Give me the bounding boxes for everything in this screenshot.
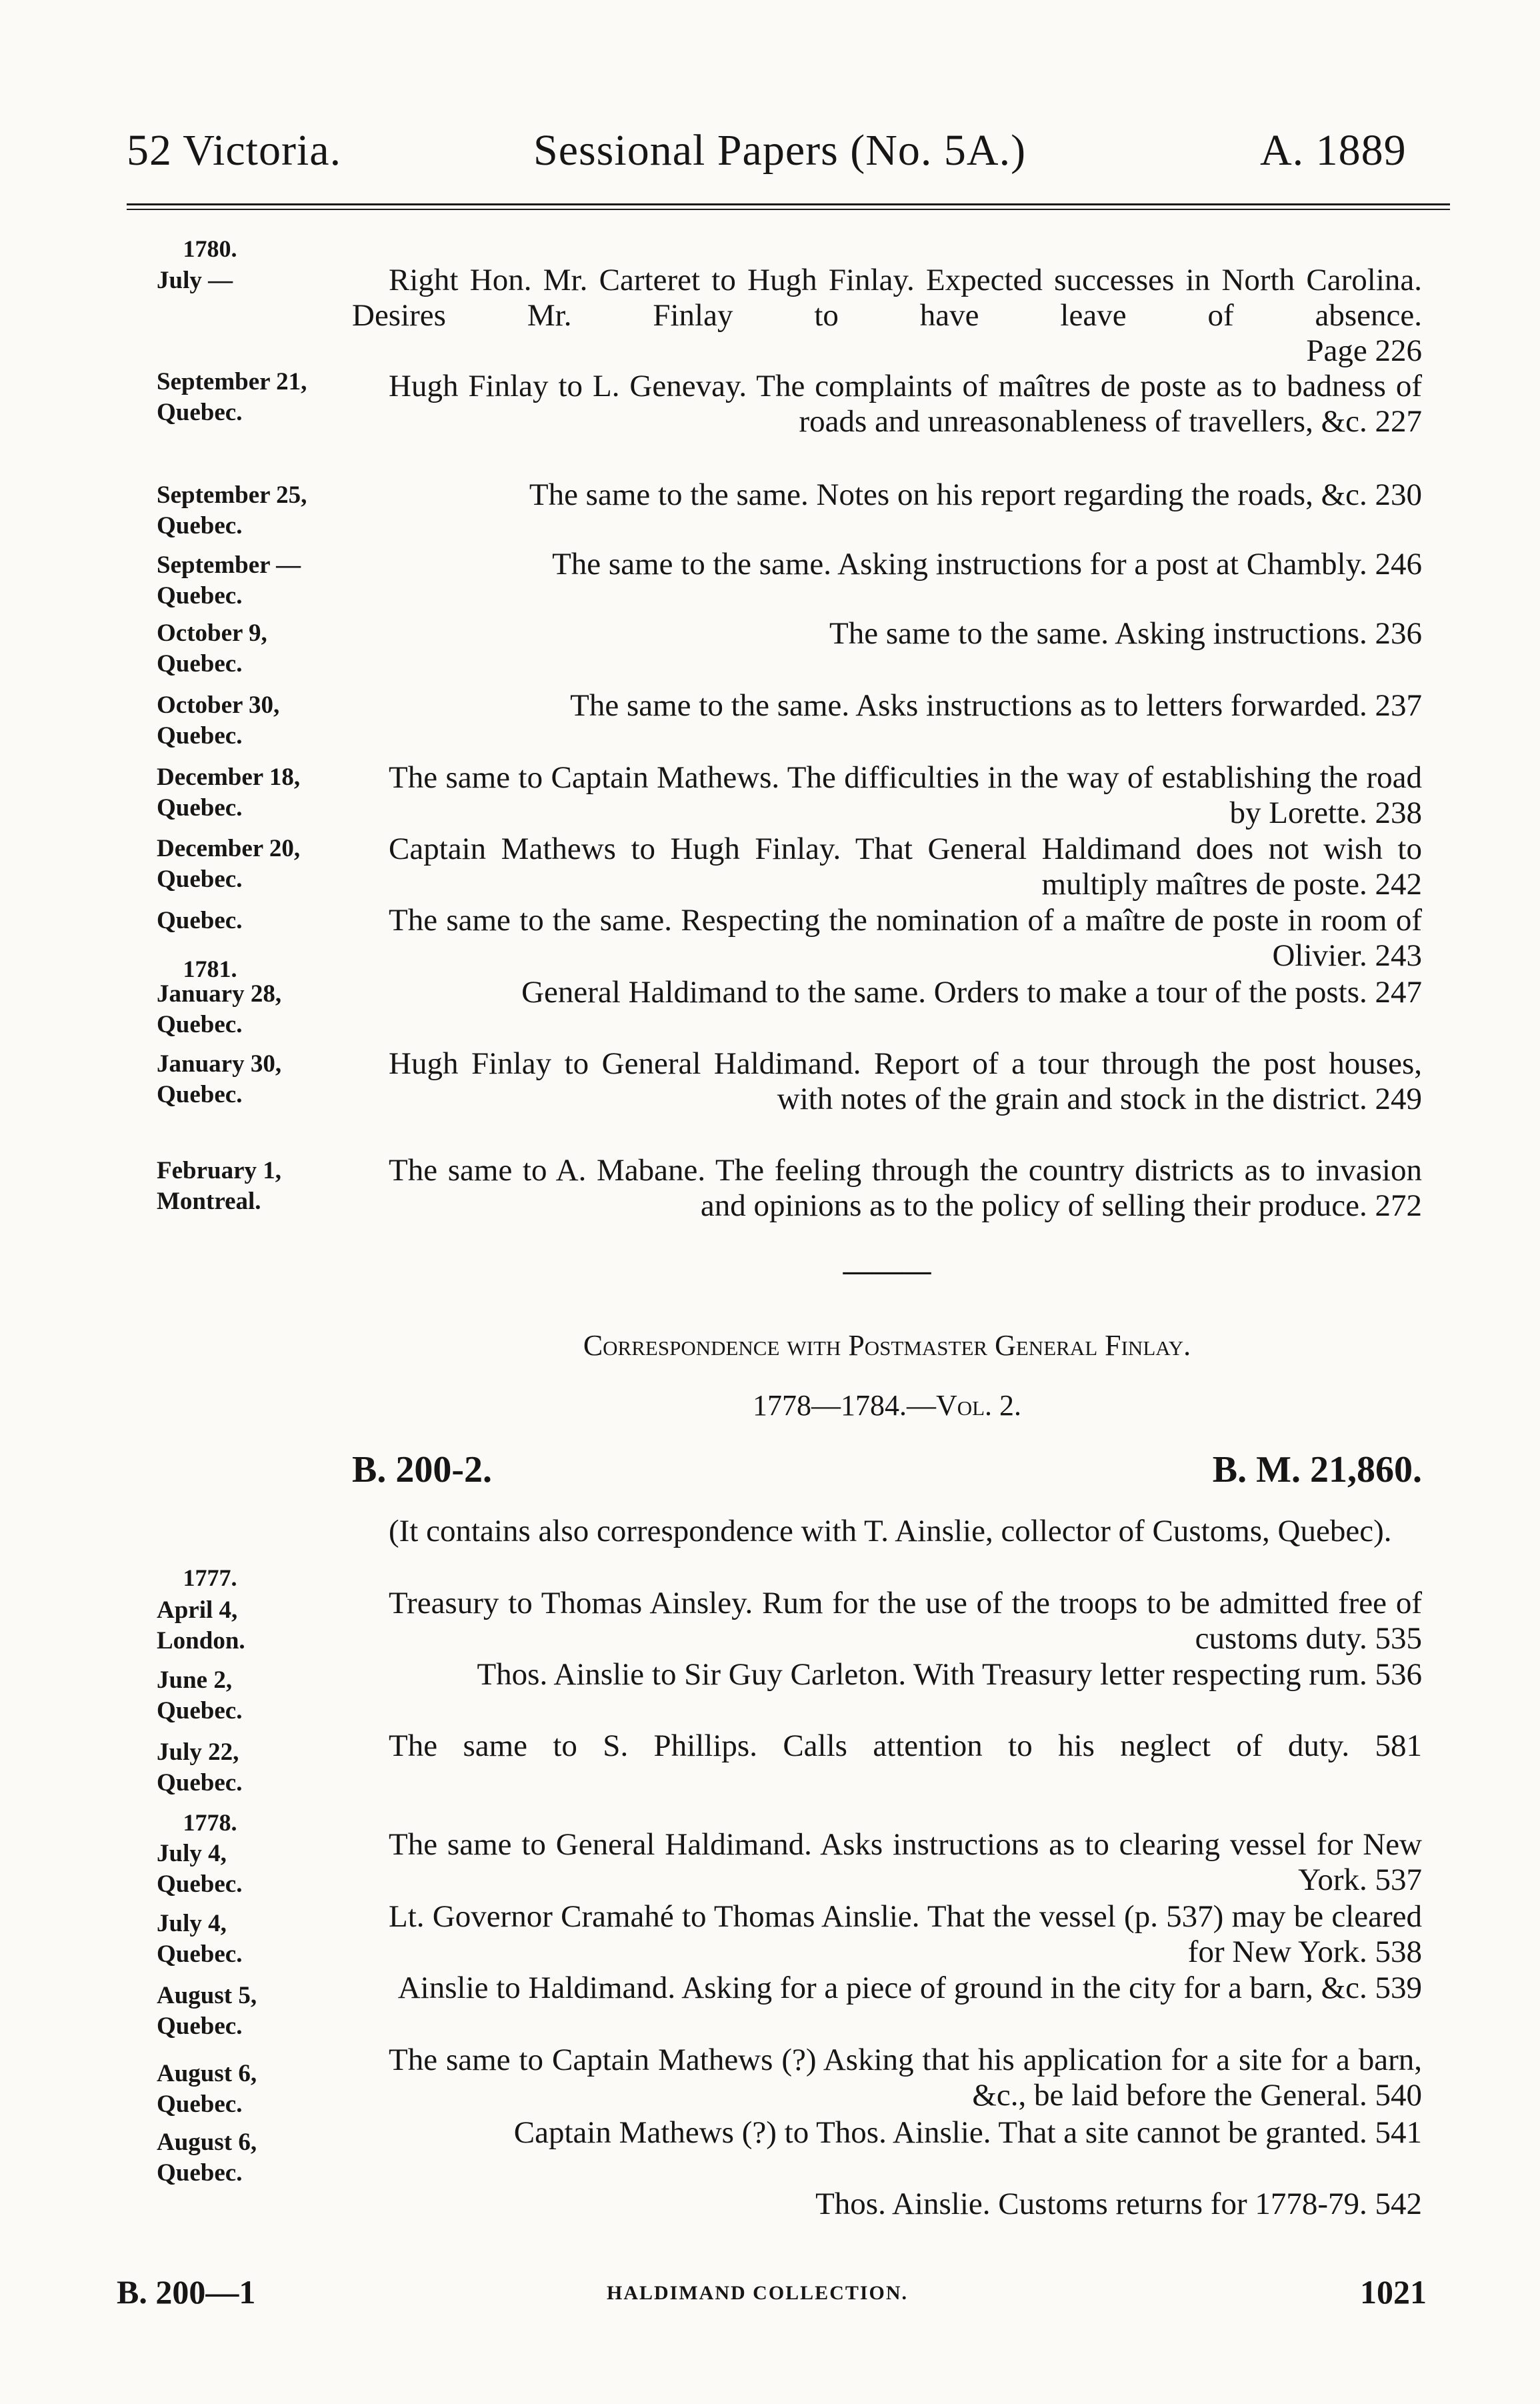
entry-text: Hugh Finlay to L. Genevay. The complaints of maîtres de poste as to badness of roads and unreasonableness of travellers, &c. 227 (389, 369, 1422, 439)
entry-date: September 25, Quebec. (157, 481, 307, 539)
entry-date: September 21, Quebec. (157, 368, 307, 426)
page-ref: 237 (1375, 688, 1422, 723)
section-divider: ——— (843, 1254, 931, 1287)
entry-text: Thos. Ainslie to Sir Guy Carleton. With Treasury letter respecting rum. 536 (477, 1657, 1422, 1692)
entry-date: August 6, Quebec. (157, 2060, 257, 2118)
page-ref: 243 (1375, 938, 1422, 973)
entry-date: July — (157, 267, 233, 294)
entry-date: July 4, Quebec. (157, 1840, 243, 1898)
page-ref: 249 (1375, 1082, 1422, 1116)
entry-text: Lt. Governor Cramahé to Thomas Ainslie. That the vessel (p. 537) may be cleared for New York. 538 (389, 1899, 1422, 1969)
entry-text: The same to Captain Mathews (?) Asking that his application for a site for a barn, &c., be laid before the General. 540 (389, 2043, 1422, 2113)
entry-date: September — Quebec. (157, 551, 301, 610)
entry-date: December 18, Quebec. (157, 764, 301, 822)
entry-text: General Haldimand to the same. Orders to make a tour of the posts. 247 (521, 975, 1422, 1010)
entry-date: July 22, Quebec. (157, 1738, 243, 1796)
header-rule-top (127, 203, 1450, 205)
page-ref: 581 (1375, 1728, 1422, 1763)
entry-text: The same to A. Mabane. The feeling through the country districts as to invasion and opinions as to the policy of selling their produce. 272 (389, 1153, 1422, 1223)
entry-text: The same to the same. Respecting the nomination of a maître de poste in room of Olivier. 243 (389, 903, 1422, 973)
header-title: Sessional Papers (No. 5A.) (533, 126, 1027, 175)
entry-date: August 6, Quebec. (157, 2129, 257, 2187)
page-ref: 542 (1375, 2187, 1422, 2221)
page-ref: 540 (1375, 2078, 1422, 2113)
entry-text: Captain Mathews to Hugh Finlay. That General Haldimand does not wish to multiply maîtres de poste. 242 (389, 832, 1422, 902)
page-ref: 539 (1375, 1971, 1422, 2005)
entry-text: The same to the same. Asking instructions for a post at Chambly. 246 (552, 547, 1422, 581)
page-ref: 230 (1375, 477, 1422, 512)
entry-text: The same to S. Phillips. Calls attention to his neglect of duty. 581 (389, 1728, 1422, 1763)
page-ref: 227 (1375, 404, 1422, 439)
entry-date: January 28, Quebec. (157, 980, 282, 1038)
entry-text: Captain Mathews (?) to Thos. Ainslie. That a site cannot be granted. 541 (513, 2115, 1422, 2150)
page-ref: 536 (1375, 1657, 1422, 1692)
header-rule-bottom (127, 209, 1450, 210)
footer-collection: HALDIMAND COLLECTION. (607, 2282, 909, 2304)
page-ref: 537 (1375, 1863, 1422, 1897)
entry-date: October 30, Quebec. (157, 692, 280, 750)
entry-date: October 9, Quebec. (157, 620, 267, 678)
year-label: 1781. (183, 956, 237, 982)
entry-date: February 1, Montreal. (157, 1157, 282, 1215)
entry-text: Hugh Finlay to General Haldimand. Report of a tour through the post houses, with notes of the grain and stock in the district. 249 (389, 1046, 1422, 1116)
ref-left: B. 200-2. (352, 1449, 492, 1490)
page-ref: 246 (1375, 547, 1422, 581)
entry-date: Quebec. (157, 907, 243, 934)
header-volume: 52 Victoria. (127, 126, 342, 175)
entry-text: The same to the same. Asks instructions as to letters forwarded. 237 (570, 688, 1422, 723)
entry-text: The same to General Haldimand. Asks instructions as to clearing vessel for New York. 537 (389, 1827, 1422, 1897)
page-ref: 238 (1375, 796, 1422, 830)
entry-text: Right Hon. Mr. Carteret to Hugh Finlay. Expected successes in North Carolina. Desires Mr. Finlay to have leave of absence. Page 226 (352, 263, 1422, 368)
page-ref: Page 226 (1306, 333, 1422, 368)
page-ref: 538 (1375, 1935, 1422, 1969)
page-ref: 247 (1375, 975, 1422, 1010)
footer-page-number: 1021 (1360, 2273, 1427, 2311)
entry-text: The same to the same. Notes on his report regarding the roads, &c. 230 (529, 477, 1422, 512)
year-label: 1777. (183, 1564, 237, 1591)
page-ref: 272 (1375, 1188, 1422, 1223)
year-label: 1778. (183, 1809, 237, 1836)
entry-date: August 5, Quebec. (157, 1982, 257, 2040)
entry-date: April 4, London. (157, 1596, 245, 1654)
section-note: (It contains also correspondence with T. Ainslie, collector of Customs, Quebec). (389, 1514, 1392, 1548)
header-year: A. 1889 (1260, 126, 1407, 175)
entry-text: Treasury to Thomas Ainsley. Rum for the use of the troops to be admitted free of customs duty. 535 (389, 1586, 1422, 1656)
entry-text: The same to Captain Mathews. The difficulties in the way of establishing the road by Lorette. 238 (389, 760, 1422, 830)
entry-date: July 4, Quebec. (157, 1910, 243, 1968)
entry-text: Thos. Ainslie. Customs returns for 1778-79. 542 (815, 2187, 1422, 2221)
page-ref: 236 (1375, 616, 1422, 651)
entry-text: The same to the same. Asking instructions. 236 (829, 616, 1422, 651)
year-label: 1780. (183, 235, 237, 262)
entry-date: January 30, Quebec. (157, 1050, 282, 1108)
page-ref: 541 (1375, 2115, 1422, 2150)
page-ref: 535 (1375, 1621, 1422, 1656)
page-ref: 242 (1375, 867, 1422, 902)
footer-ref: B. 200—1 (117, 2273, 256, 2311)
section-subtitle: 1778—1784.—Vol. 2. (752, 1389, 1022, 1422)
entry-date: December 20, Quebec. (157, 835, 301, 893)
ref-right: B. M. 21,860. (1212, 1449, 1422, 1490)
entry-date: June 2, Quebec. (157, 1666, 243, 1724)
entry-text: Ainslie to Haldimand. Asking for a piece of ground in the city for a barn, &c. 539 (397, 1971, 1422, 2005)
section-title: Correspondence with Postmaster General Finlay. (583, 1329, 1191, 1362)
